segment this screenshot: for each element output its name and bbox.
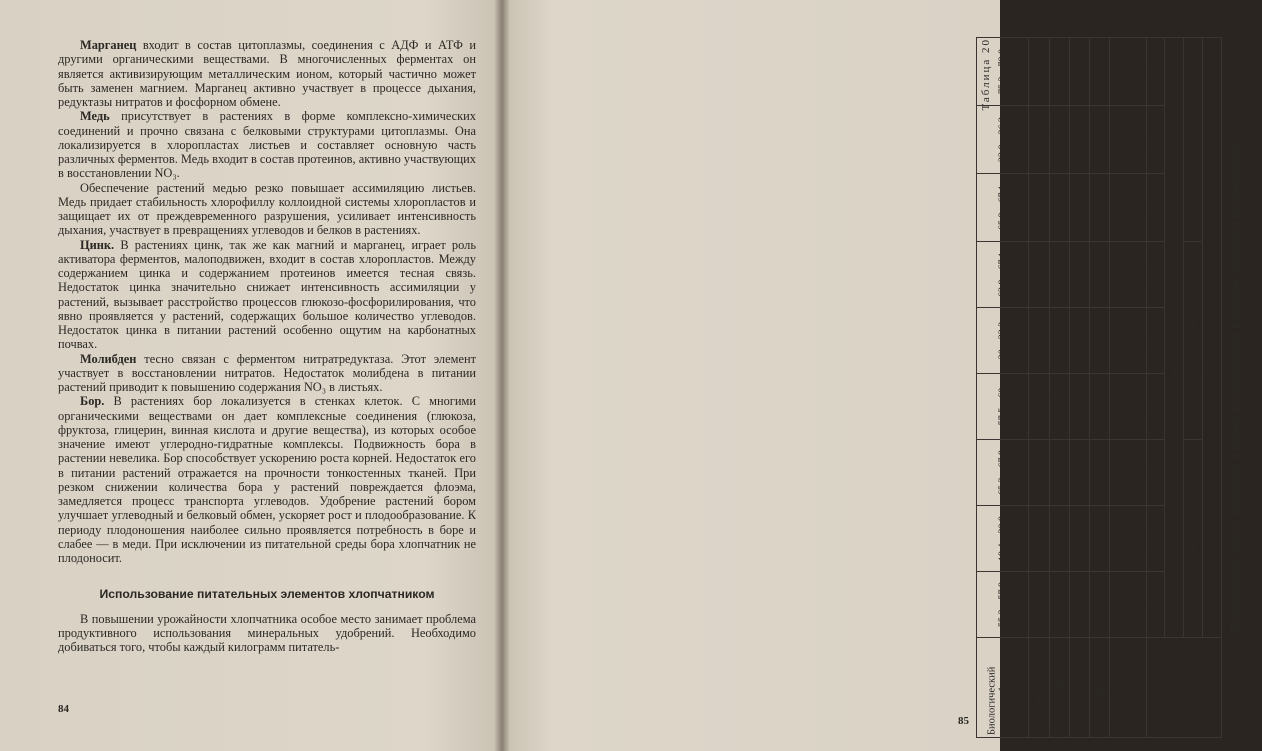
header-phase: Фазы развития хлопчатника xyxy=(1146,638,1221,738)
paragraph-usage: В повышении урожайности хлопчатника особое место занимает проблема продуктивного использования минеральных удобрений. Необходимо добиваться того, чтобы каждый килограмм питатель- xyxy=(58,611,476,654)
table-cell: 207—216 xyxy=(1029,374,1049,440)
section-heading: Использование питательных элементов хлопчатником xyxy=(99,587,435,602)
paragraph-boron: Бор. В растениях бор локализуется в стенках клеток. С многими органическими веществами он дает комплексные соединения (глюкоза, фруктоза, глицерин, винная кислота и другие вещества), из которых особое значение имеют углеродно-гидратные комплексы. Подвижность бора в растении невелика. Бор способствует ускорению роста корней. Недостаток его в питании растений отражается на прочности тонкостенных тканей. При резком снижении количества бора у растений повреждается флоэма, замедляется процесс транспорта углеводов. Удобрение растений бором улучшает углеводный и белковый обмен, ускоряет рост и плодообразование. К периоду плодоношения наиболее сильно проявляется потребность в боре и слабее — в меди. При исключении из питательной среды бора хлопчатник не плодоносит. xyxy=(58,394,476,565)
header-col: N xyxy=(1146,572,1165,638)
table-cell: 154—160 xyxy=(1049,572,1069,638)
table-cell: 57,5—60 xyxy=(977,374,1029,440)
table-row xyxy=(1049,37,1069,737)
table-cell: 0,3—0,5 xyxy=(1110,506,1146,572)
header-variety-3: «6465- В» при урожае хлопка-сырца 34 ц/га xyxy=(1184,37,1203,241)
table-cell-phase: Бутонизация xyxy=(1090,638,1110,738)
table-cell: 29—34 xyxy=(1090,374,1110,440)
header-total: Общее потребление, кг/га xyxy=(1165,37,1184,637)
header-col: N xyxy=(1146,174,1165,242)
paragraph-zinc: Цинк. В растениях цинк, так же как магний и марганец, играет роль активатора ферментов, малоподвижен, входит в состав хлоропластов. Между содержанием цинка и содержанием протеинов имеется тесная связь. Недостаток цинка значительно снижает интенсивность ассимиляции у растений, вызывает расстройство процессов глюкозо-фосфорилирования, что явно проявляется у растений, содержащих большое количество углеводов. Недостаток цинка в питании растений особенно ощутим на карбонатных почвах. xyxy=(58,237,476,352)
table-cell: 19—21 xyxy=(1069,308,1089,374)
table-cell: 256—268 xyxy=(1029,37,1049,105)
table-cell: 23,8—26,2 xyxy=(977,106,1029,174)
table-cell: — xyxy=(1090,37,1110,105)
nutrient-table xyxy=(976,37,1222,738)
page-number-left: 84 xyxy=(58,703,69,715)
table-cell: 55,3—57,9 xyxy=(977,572,1029,638)
table-cell: 63,9—67,1 xyxy=(977,242,1029,308)
table-header-row-1 xyxy=(1203,37,1222,737)
table-cell: — xyxy=(1110,37,1146,105)
table-cell-phase: 3 — 4 настоящих листа xyxy=(1110,638,1146,738)
table-cell: 28—36 xyxy=(1090,572,1110,638)
table-cell: 73—75 xyxy=(1049,106,1069,174)
table-cell: 22—29 xyxy=(1069,106,1089,174)
table-cell-phase: Массовое цветение xyxy=(1069,638,1089,738)
table-cell: 163—172 xyxy=(1049,374,1069,440)
table-cell: — xyxy=(1110,440,1146,506)
table-cell: 230—242 xyxy=(1029,242,1049,308)
header-col: K₂O xyxy=(1146,440,1165,506)
table-cell: 188—197 xyxy=(1029,572,1049,638)
table-cell: 10—14 xyxy=(1090,506,1110,572)
table-row xyxy=(1029,37,1049,737)
table-row xyxy=(1090,37,1110,737)
table-cell: 75,3—78,8 xyxy=(977,37,1029,105)
table-cell: 20—22,2 xyxy=(977,308,1029,374)
table-cell: 66—71 xyxy=(1029,506,1049,572)
table-cell-phase: Начало созревания xyxy=(1049,638,1069,738)
table-cell: — xyxy=(1069,440,1089,506)
header-variety-1: «108-Ф» при урожае хлопка-сырца 34 ц/га xyxy=(1184,440,1203,638)
table-cell: — xyxy=(1049,440,1069,506)
table-cell: 31—39 xyxy=(1090,174,1110,242)
table-cell-phase: Биологический вынос на 1 тонну хлопка-сырца xyxy=(977,638,1029,738)
table-cell: 76—82 xyxy=(1069,374,1089,440)
table-cell: 54—58 xyxy=(1049,506,1069,572)
paragraph-molybdenum: Молибден тесно связан с ферментом нитратредуктаза. Этот элемент участвует в восстановлении нитратов. Недостаток молибдена в питании растений приводит к повышению содержания NO₃ в листьях. xyxy=(58,351,476,394)
table-label: Таблица 20 xyxy=(980,38,992,111)
header-variety: Сорт хлопчатника xyxy=(1203,37,1222,637)
table-cell: 72—80 xyxy=(1029,308,1049,374)
book-gutter xyxy=(494,0,510,751)
table-cell: 1,9—2,7 xyxy=(1110,174,1146,242)
table-cell: 19,4—20,9 xyxy=(977,506,1029,572)
table-cell: 9—12 xyxy=(1090,308,1110,374)
table-cell: 84—90 xyxy=(1069,174,1089,242)
table-title: Потребление азота, фосфора и калия хлопчатником в разные периоды его развития xyxy=(1230,144,1242,632)
table-row xyxy=(1069,37,1089,737)
table-cell: 71—78 xyxy=(1069,572,1089,638)
table-cell: — xyxy=(1110,242,1146,308)
table-cell: 0,3—0,6 xyxy=(1110,374,1146,440)
header-variety-2: «Ташкент-1» при урожае хлопка-сырца 36,0 ц/га xyxy=(1184,242,1203,440)
header-col: P₂O₅ xyxy=(1146,506,1165,572)
table-cell: 0,2—0,4 xyxy=(1110,308,1146,374)
header-col: P₂O₅ xyxy=(1146,308,1165,374)
table-cell: 61—68 xyxy=(1049,308,1069,374)
header-col: K₂O xyxy=(1146,37,1165,105)
table-header-row-3 xyxy=(1165,37,1184,737)
table-cell: — xyxy=(1049,37,1069,105)
right-page xyxy=(502,0,1000,751)
table-cell: 191—192 xyxy=(1049,174,1069,242)
page-number-right: 85 xyxy=(958,715,969,727)
table-cell-phase: Конец вегетации xyxy=(1029,638,1049,738)
header-col: P₂O₅ xyxy=(1146,106,1165,174)
left-page-text xyxy=(58,38,476,654)
table-cell: — xyxy=(1090,440,1110,506)
table-cell: — xyxy=(1069,242,1089,308)
table-header-row-4 xyxy=(1146,37,1165,737)
paragraph-copper: Медь присутствует в растениях в форме комплексно-химических соединений и прочно связана с белковыми структурами цитоплазмы. Она локализируется в хлоропластах листьев и составляет основную часть различных ферментов. Медь входит в состав протеинов, активно участвующих в восстановлении NO₃. xyxy=(58,109,476,181)
table-cell: 221—228 xyxy=(1029,174,1049,242)
left-page xyxy=(0,0,502,751)
table-cell: 0,3—0,6 xyxy=(1110,106,1146,174)
table-cell: 81—89 xyxy=(1029,106,1049,174)
header-col: N xyxy=(1146,374,1165,440)
table-cell: 65,3—67,9 xyxy=(977,440,1029,506)
table-cell: 0,5—0,9 xyxy=(1110,572,1146,638)
paragraph-manganese: Марганец входит в состав цитоплазмы, соединения с АДФ и АТФ и другими органическими веществами. В многочисленных ферментах он является активизирующим металлическим ионом, который частично может быть заменен магнием. Марганец активно участвует в процессе дыхания, редуктазы нитратов и фосфорном обмене. xyxy=(58,38,476,109)
table-row xyxy=(1110,37,1146,737)
table-cell: — xyxy=(1069,37,1089,105)
rotated-table-block xyxy=(962,38,1262,738)
header-col: K₂O xyxy=(1146,242,1165,308)
table-cell: — xyxy=(1049,242,1069,308)
table-cell: 16—19 xyxy=(1069,506,1089,572)
table-cell: — xyxy=(1090,242,1110,308)
paragraph-copper-supply: Обеспечение растений медью резко повышает ассимиляцию листьев. Медь придает стабильность хлорофиллу коллоидной системы хлоропластов и защищает их от преждевременного разрушения, усиливает интенсивность дыхания, участвует в превращениях углеводов и белков в растениях. xyxy=(58,180,476,238)
table-cell: 222—231 xyxy=(1029,440,1049,506)
table-cell: 65,8—67,1 xyxy=(977,174,1029,242)
table-cell: 14—16 xyxy=(1090,106,1110,174)
table-header-row-2 xyxy=(1184,37,1203,737)
table-row xyxy=(977,37,1029,737)
